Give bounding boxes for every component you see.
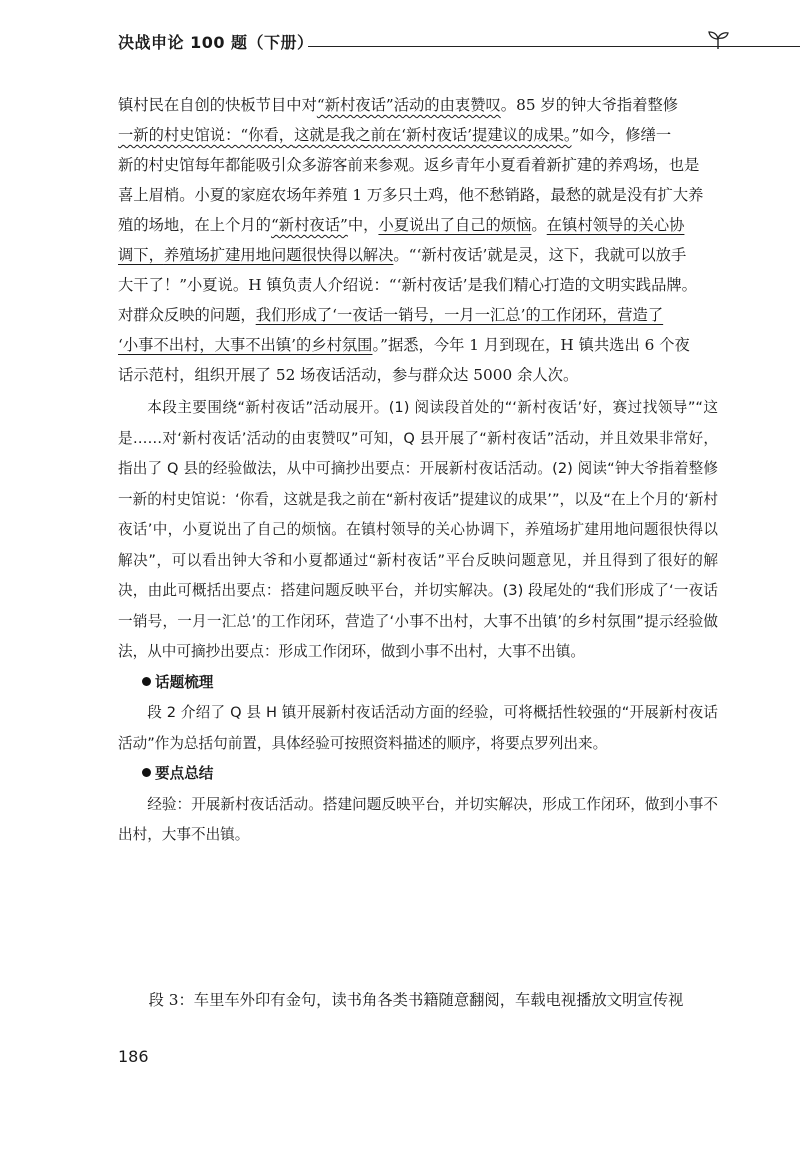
passage-line: 大干了！”小夏说。H 镇负责人介绍说：“‘新村夜话’是我们精心打造的文明实践品牌。: [118, 276, 697, 294]
passage-line: 话示范村，组织开展了 52 场夜话活动，参与群众达 5000 余人次。: [118, 366, 579, 384]
sprout-icon: [706, 30, 730, 50]
next-passage: [118, 985, 718, 1015]
analysis-paragraph: 本段主要围绕“新村夜话”活动展开。(1) 阅读段首处的“‘新村夜话’好，赛过找领导”“这是……对‘新村夜话’活动的由衷赞叹”可知，Q 县开展了“新村夜话”活动，并且效果非常好，指出了 Q 县的经验做法，从中可摘抄出要点：开展新村夜话活动。(2) 阅读“钟大爷指着整修一新的村史馆说：‘你看，这就是我之前在“新村夜话”提建议的成果’”，以及“在上个月的‘新村夜话’中，小夏说出了自己的烦恼。在镇村领导的关心协调下，养殖场扩建用地问题很快得以解决”，可以看出钟大爷和小夏都通过“新村夜话”平台反映问题意见，并且得到了很好的解决，由此可概括出要点：搭建问题反映平台，并切实解决。(3) 段尾处的“我们形成了‘一夜话一销号，一月一汇总’的工作闭环，营造了‘小事不出村，大事不出镇’的乡村氛围”提示经验做法，从中可摘抄出要点：形成工作闭环，做到小事不出村，大事不出镇。: [118, 399, 718, 660]
running-header: [118, 30, 728, 60]
passage-line: 镇村民在自创的快板节目中对“新村夜话”活动的由衷赞叹。85 岁的钟大爷指着整修: [118, 96, 679, 114]
topic-paragraph: 段 2 介绍了 Q 县 H 镇开展新村夜话活动方面的经验，可将概括性较强的“开展新村夜话活动”作为总括句前置，具体经验可按照资料描述的顺序，将要点罗列出来。: [118, 704, 718, 752]
bullet-icon: [142, 677, 151, 686]
passage-line: ‘小事不出村，大事不出镇’的乡村氛围。”据悉，今年 1 月到现在，H 镇共选出 6 个夜: [118, 336, 690, 354]
bullet-icon: [142, 768, 151, 777]
passage-line: 新的村史馆每年都能吸引众多游客前来参观。返乡青年小夏看着新扩建的养鸡场，也是: [118, 156, 700, 174]
passage-line: 一新的村史馆说：“你看，这就是我之前在‘新村夜话’提建议的成果。”如今，修缮一: [118, 126, 672, 144]
book-title: 决战申论 100 题（下册）: [118, 33, 314, 52]
summary-heading: 要点总结: [118, 759, 718, 790]
page-number: 186: [118, 1047, 149, 1066]
passage-line: 对群众反映的问题，我们形成了‘一夜话一销号，一月一汇总’的工作闭环，营造了: [118, 306, 664, 324]
passage-line: 喜上眉梢。小夏的家庭农场年养殖 1 万多只土鸡，他不愁销路，最愁的就是没有扩大养: [118, 186, 704, 204]
passage-line: 殖的场地，在上个月的“新村夜话”中，小夏说出了自己的烦恼。在镇村领导的关心协: [118, 216, 685, 234]
summary-paragraph: 经验：开展新村夜话活动。搭建问题反映平台，并切实解决，形成工作闭环，做到小事不出村，大事不出镇。: [118, 795, 718, 843]
passage-line: 调下，养殖场扩建用地问题很快得以解决。“‘新村夜话’就是灵，这下，我就可以放手: [118, 246, 687, 264]
source-passage: [118, 90, 718, 390]
topic-heading: 话题梳理: [118, 668, 718, 699]
next-passage-line: 段 3：车里车外印有金句，读书角各类书籍随意翻阅，车载电视播放文明宣传视: [148, 991, 684, 1009]
analysis-section: [118, 393, 718, 851]
